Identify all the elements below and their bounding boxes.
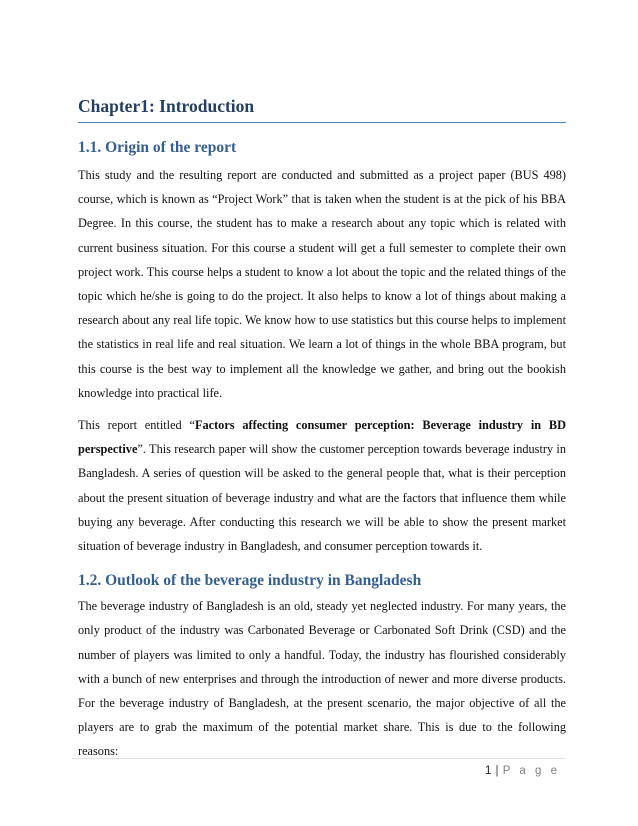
paragraph-report-title: [78, 413, 566, 558]
paragraph-origin: [78, 163, 566, 405]
page-content: [78, 94, 566, 764]
paragraph-outlook: [78, 594, 566, 763]
footer-separator: |: [495, 765, 500, 777]
chapter-title: Chapter1: Introduction: [78, 94, 566, 123]
page-number: 1: [484, 765, 492, 777]
paragraph-text: The beverage industry of Bangladesh is an old, steady yet neglected industry. For many years, the only product of the industry was Carbonated Beverage or Carbonated Soft Drink (CSD) and the number of players was limited to only a handful. Today, the industry has flourished considerably with a bunch of new enterprises and through the introduction of newer and more diverse products. For the beverage industry of Bangladesh, at the present scenario, the major objective of all the players are to grab the maximum of the potential market share. This is due to the following reasons:: [78, 599, 566, 759]
footer-divider: [72, 758, 566, 759]
paragraph-text: ”. This research paper will show the customer perception towards beverage industry in Bangladesh. A series of question will be asked to the general people that, what is their perception about the present situation of beverage industry and what are the factors that influence them while buying any beverage. After conducting this research we will be able to show the present market situation of beverage industry in Bangladesh, and consumer perception towards it.: [78, 442, 566, 554]
page-label: P a g e: [502, 765, 560, 777]
page-footer: [485, 765, 560, 777]
section-heading-origin: 1.1. Origin of the report: [78, 139, 237, 156]
section-heading-outlook: 1.2. Outlook of the beverage industry in Bangladesh: [78, 572, 422, 590]
paragraph-text: This study and the resulting report are conducted and submitted as a project paper (BUS 498) course, which is known as “Project Work” that is taken when the student is at the pick of his BBA Degree. In this course, the student has to make a research about any topic which is related with current business situation. For this course a student will get a full semester to complete their own project work. This course helps a student to know a lot about the topic and the related things of the topic which he/she is going to do the project. It also helps to know a lot of things about making a research about any real life topic. We know how to use statistics but this course helps to implement the statistics in real life and real situation. We learn a lot of things in the whole BBA program, but this course is the best way to implement all the knowledge we gather, and bring out the bookish knowledge into practical life.: [78, 168, 566, 400]
paragraph-text: This report entitled “: [78, 418, 195, 433]
report-title-bold: Factors affecting consumer perception: Beverage industry in BD perspective: [78, 418, 566, 457]
